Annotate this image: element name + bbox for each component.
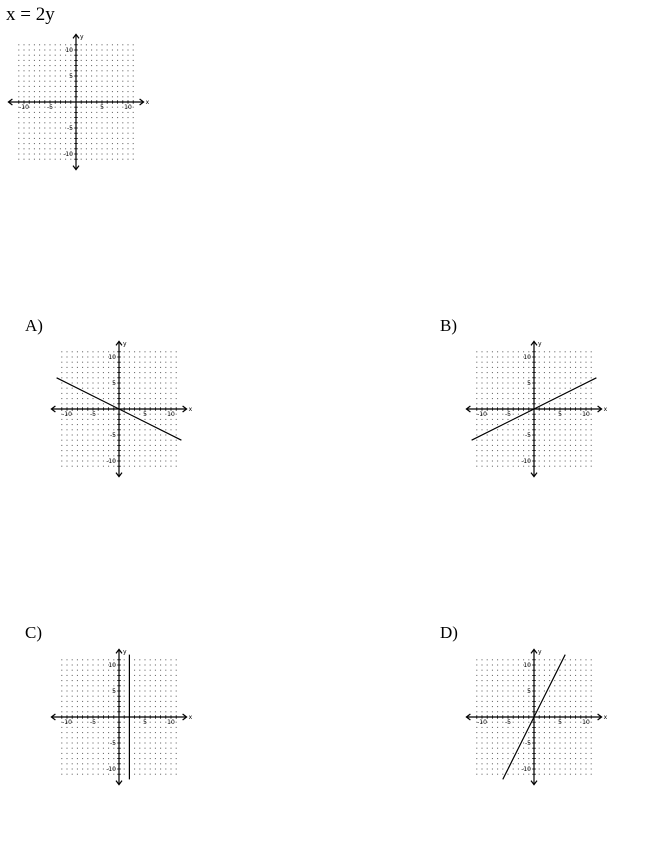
y-tick-label: 5 xyxy=(69,73,73,80)
y-tick-label: -5 xyxy=(110,432,116,439)
y-tick-label: 10 xyxy=(108,662,116,669)
coordinate-grid xyxy=(464,647,608,787)
option-d-label[interactable]: D) xyxy=(440,623,458,642)
x-tick-label: -10 xyxy=(19,104,29,111)
x-tick-label: -10 xyxy=(477,411,487,418)
question-equation: x = 2y xyxy=(6,4,55,25)
x-tick-label: 5 xyxy=(558,411,562,418)
coordinate-grid xyxy=(464,339,608,479)
x-tick-label: 10 xyxy=(167,719,175,726)
x-tick-label: 5 xyxy=(143,411,147,418)
y-tick-label: -5 xyxy=(67,125,73,132)
x-tick-label: 10 xyxy=(167,411,175,418)
option-a-label[interactable]: A) xyxy=(25,316,43,335)
x-axis-label: x xyxy=(188,406,193,413)
y-axis-label: y xyxy=(123,648,127,656)
x-tick-label: 5 xyxy=(143,719,147,726)
x-tick-label: -10 xyxy=(62,411,72,418)
y-tick-label: -10 xyxy=(106,458,116,465)
x-axis-label: x xyxy=(188,714,193,721)
y-tick-label: -5 xyxy=(110,740,116,747)
x-axis-label: x xyxy=(145,99,150,106)
y-tick-label: 5 xyxy=(527,380,531,387)
option-b-graph[interactable] xyxy=(464,339,608,479)
coordinate-grid xyxy=(6,32,150,172)
x-tick-label: 5 xyxy=(100,104,104,111)
y-tick-label: -5 xyxy=(525,432,531,439)
y-tick-label: 5 xyxy=(527,688,531,695)
y-axis-label: y xyxy=(538,340,542,348)
option-c-label[interactable]: C) xyxy=(25,623,42,642)
x-tick-label: 10 xyxy=(124,104,132,111)
option-b-label[interactable]: B) xyxy=(440,316,457,335)
option-a-graph[interactable] xyxy=(49,339,193,479)
x-tick-label: 10 xyxy=(582,411,590,418)
option-d-graph[interactable] xyxy=(464,647,608,787)
x-tick-label: 5 xyxy=(558,719,562,726)
x-axis-label: x xyxy=(603,406,608,413)
y-tick-label: 5 xyxy=(112,688,116,695)
x-tick-label: -10 xyxy=(62,719,72,726)
y-tick-label: -10 xyxy=(63,151,73,158)
y-tick-label: -10 xyxy=(521,458,531,465)
y-axis-label: y xyxy=(80,33,84,41)
option-c-graph[interactable] xyxy=(49,647,193,787)
y-tick-label: 10 xyxy=(523,354,531,361)
x-axis-label: x xyxy=(603,714,608,721)
y-tick-label: 10 xyxy=(108,354,116,361)
y-tick-label: 5 xyxy=(112,380,116,387)
x-tick-label: -5 xyxy=(505,719,511,726)
question-graph xyxy=(6,32,150,172)
y-axis-label: y xyxy=(123,340,127,348)
coordinate-grid xyxy=(49,647,193,787)
y-axis-label: y xyxy=(538,648,542,656)
x-tick-label: -5 xyxy=(47,104,53,111)
x-tick-label: -5 xyxy=(90,719,96,726)
y-tick-label: -10 xyxy=(521,766,531,773)
x-tick-label: 10 xyxy=(582,719,590,726)
x-tick-label: -5 xyxy=(505,411,511,418)
y-tick-label: -10 xyxy=(106,766,116,773)
x-tick-label: -5 xyxy=(90,411,96,418)
y-tick-label: 10 xyxy=(523,662,531,669)
coordinate-grid xyxy=(49,339,193,479)
y-tick-label: 10 xyxy=(65,47,73,54)
x-tick-label: -10 xyxy=(477,719,487,726)
y-tick-label: -5 xyxy=(525,740,531,747)
